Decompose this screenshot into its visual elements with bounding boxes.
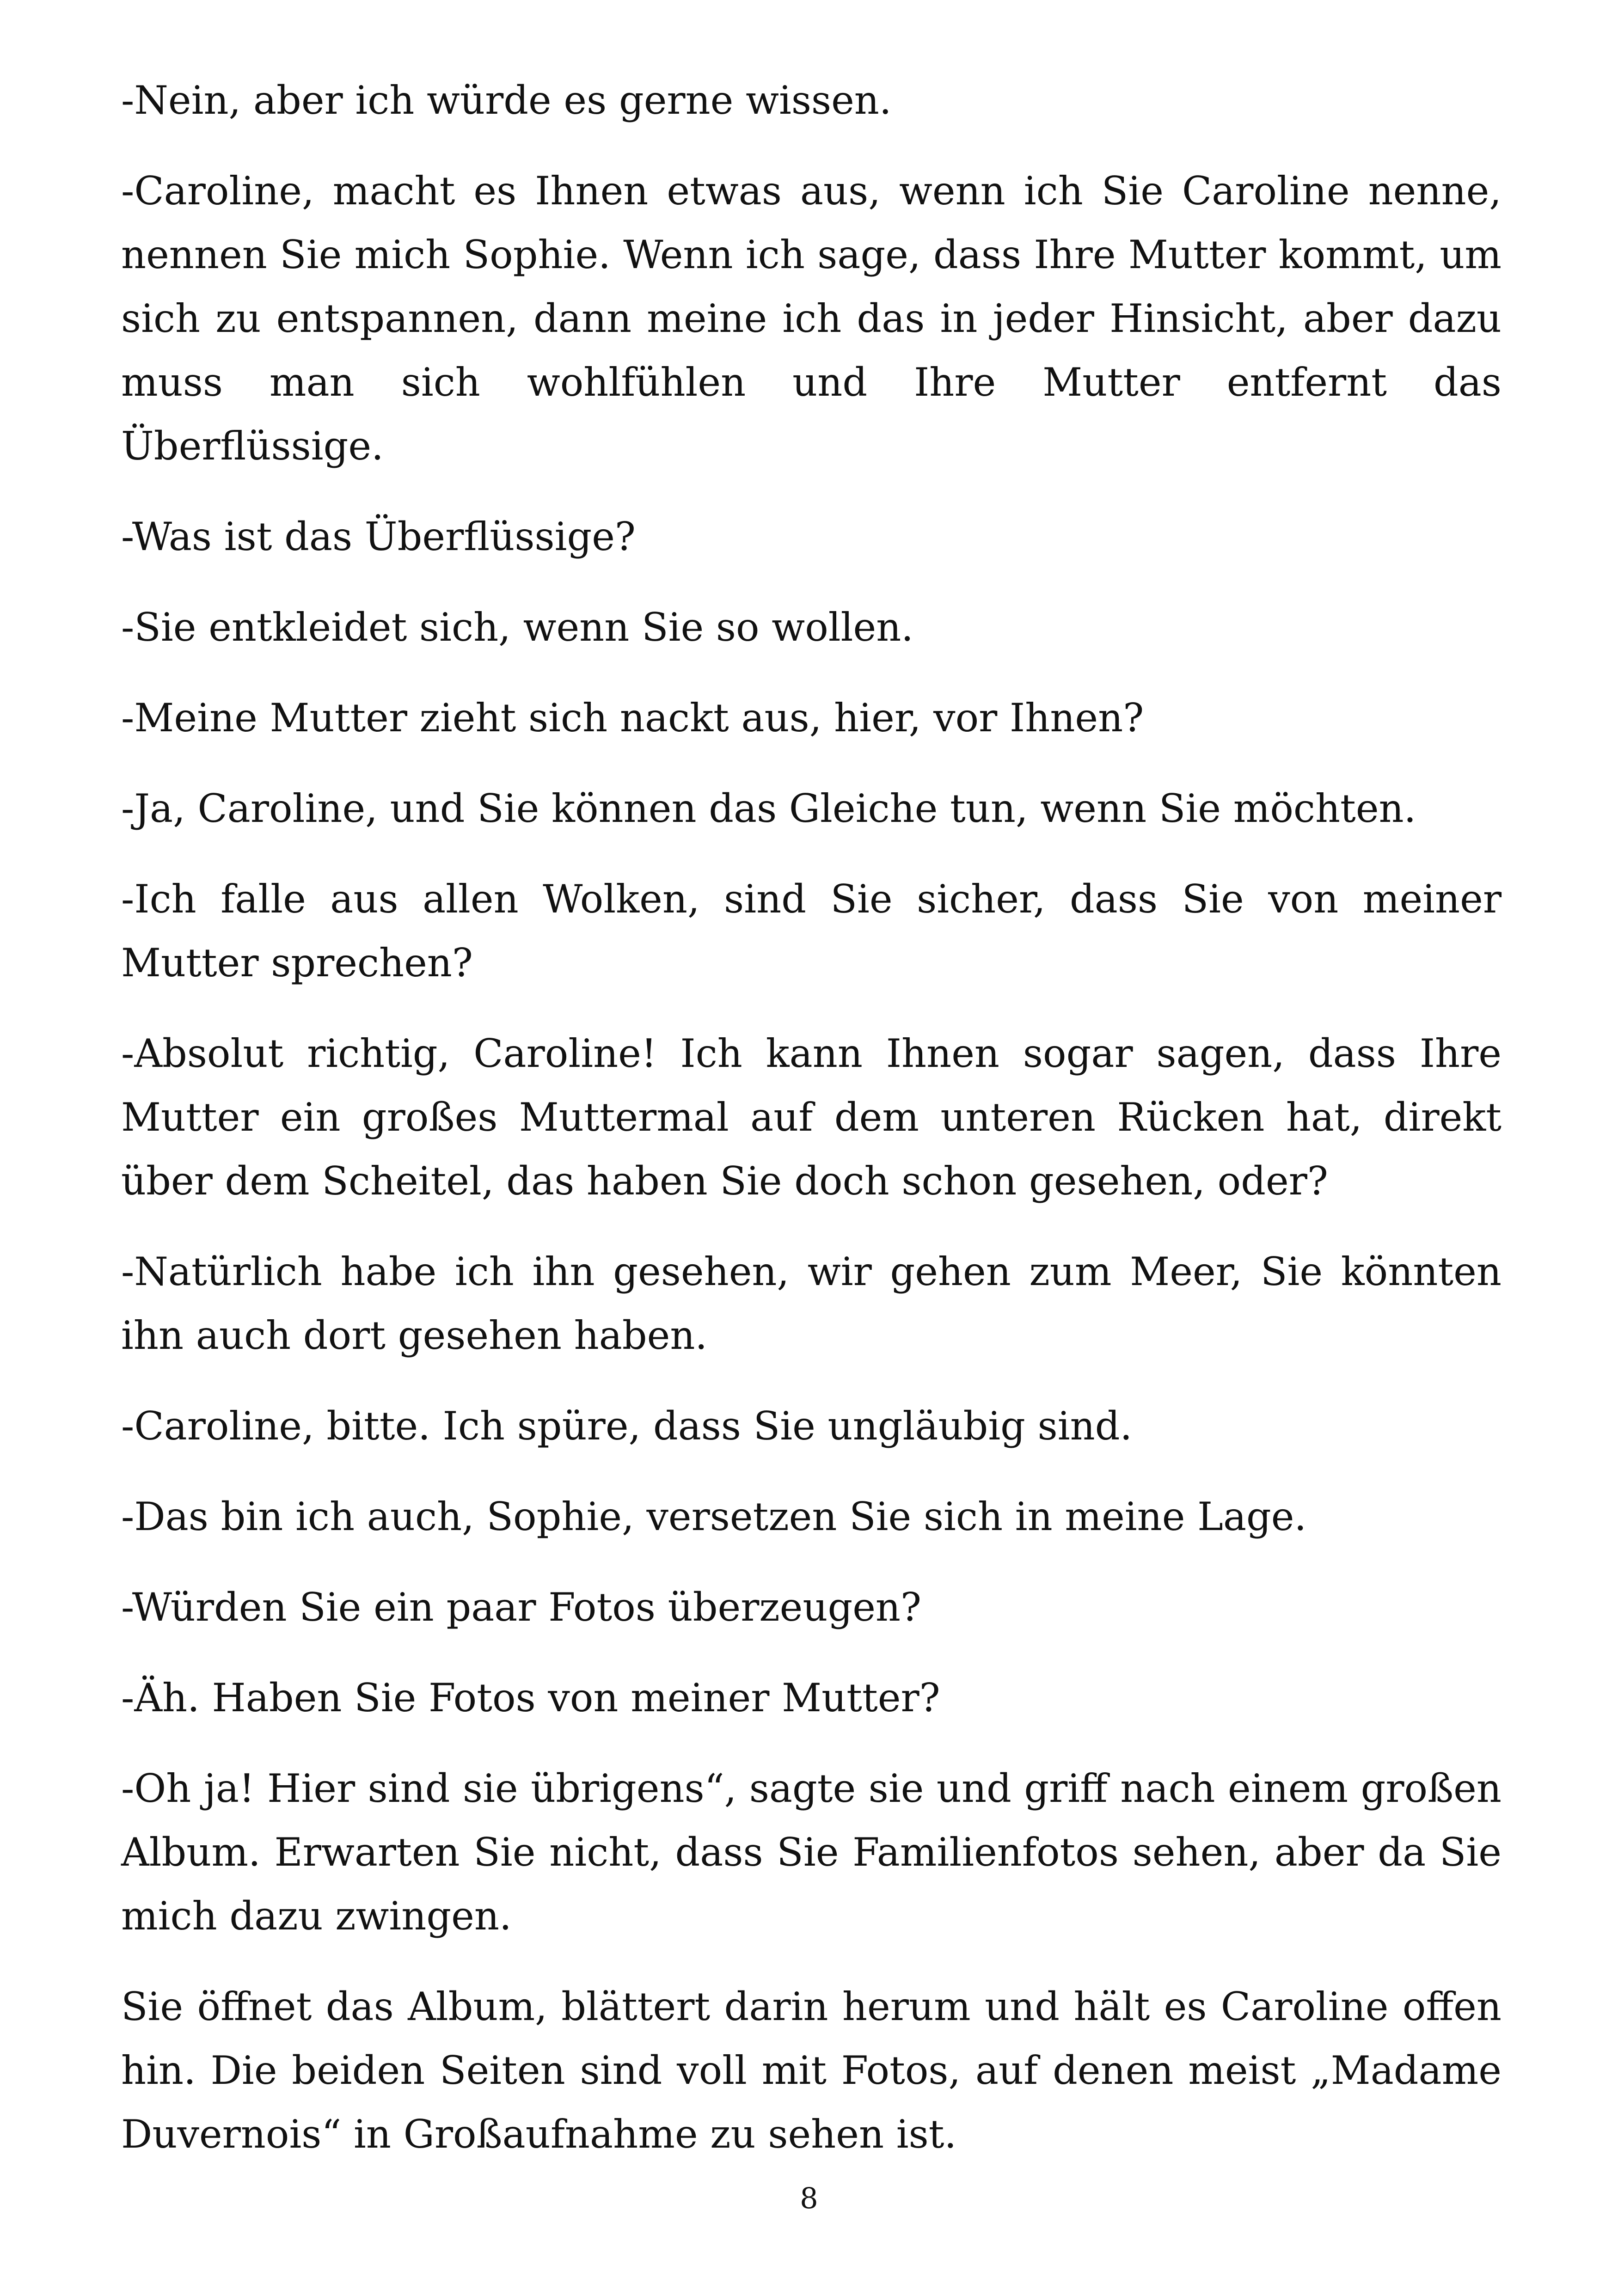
paragraph: -Würden Sie ein paar Fotos überzeugen?: [121, 1585, 922, 1630]
paragraph: -Ja, Caroline, und Sie können das Gleiche tun, wenn Sie möchten.: [121, 786, 1416, 831]
body-text: [121, 68, 1502, 2193]
paragraph: -Was ist das Überflüssige?: [121, 514, 636, 559]
paragraph: -Nein, aber ich würde es gerne wissen.: [121, 78, 892, 123]
paragraph: -Äh. Haben Sie Fotos von meiner Mutter?: [121, 1675, 940, 1720]
paragraph: Sie öffnet das Album, blättert darin herum und hält es Caroline offen hin. Die beiden Seiten sind voll mit Fotos, auf denen meist „Madame Duvernois“ in Großaufnahme zu sehen ist.: [121, 1984, 1502, 2157]
paragraph: -Meine Mutter zieht sich nackt aus, hier, vor Ihnen?: [121, 695, 1144, 741]
paragraph: -Sie entkleidet sich, wenn Sie so wollen.: [121, 605, 914, 650]
paragraph: -Caroline, bitte. Ich spüre, dass Sie ungläubig sind.: [121, 1403, 1133, 1449]
paragraph: -Natürlich habe ich ihn gesehen, wir gehen zum Meer, Sie könnten ihn auch dort gesehen haben.: [121, 1249, 1502, 1358]
paragraph: -Ich falle aus allen Wolken, sind Sie sicher, dass Sie von meiner Mutter sprechen?: [121, 876, 1502, 986]
page-number: 8: [800, 2181, 818, 2215]
paragraph: -Oh ja! Hier sind sie übrigens“, sagte sie und griff nach einem großen Album. Erwarten Sie nicht, dass Sie Familienfotos sehen, aber da Sie mich dazu zwingen.: [121, 1766, 1502, 1939]
paragraph: -Das bin ich auch, Sophie, versetzen Sie sich in meine Lage.: [121, 1494, 1307, 1539]
paragraph: -Absolut richtig, Caroline! Ich kann Ihnen sogar sagen, dass Ihre Mutter ein großes Muttermal auf dem unteren Rücken hat, direkt über dem Scheitel, das haben Sie doch schon gesehen, oder?: [121, 1031, 1502, 1204]
paragraph: -Caroline, macht es Ihnen etwas aus, wenn ich Sie Caroline nenne, nennen Sie mich Sophie. Wenn ich sage, dass Ihre Mutter kommt, um sich zu entspannen, dann meine ich das in jeder Hinsicht, aber dazu muss man sich wohlfühlen und Ihre Mutter entfernt das Überflüssige.: [121, 168, 1502, 469]
